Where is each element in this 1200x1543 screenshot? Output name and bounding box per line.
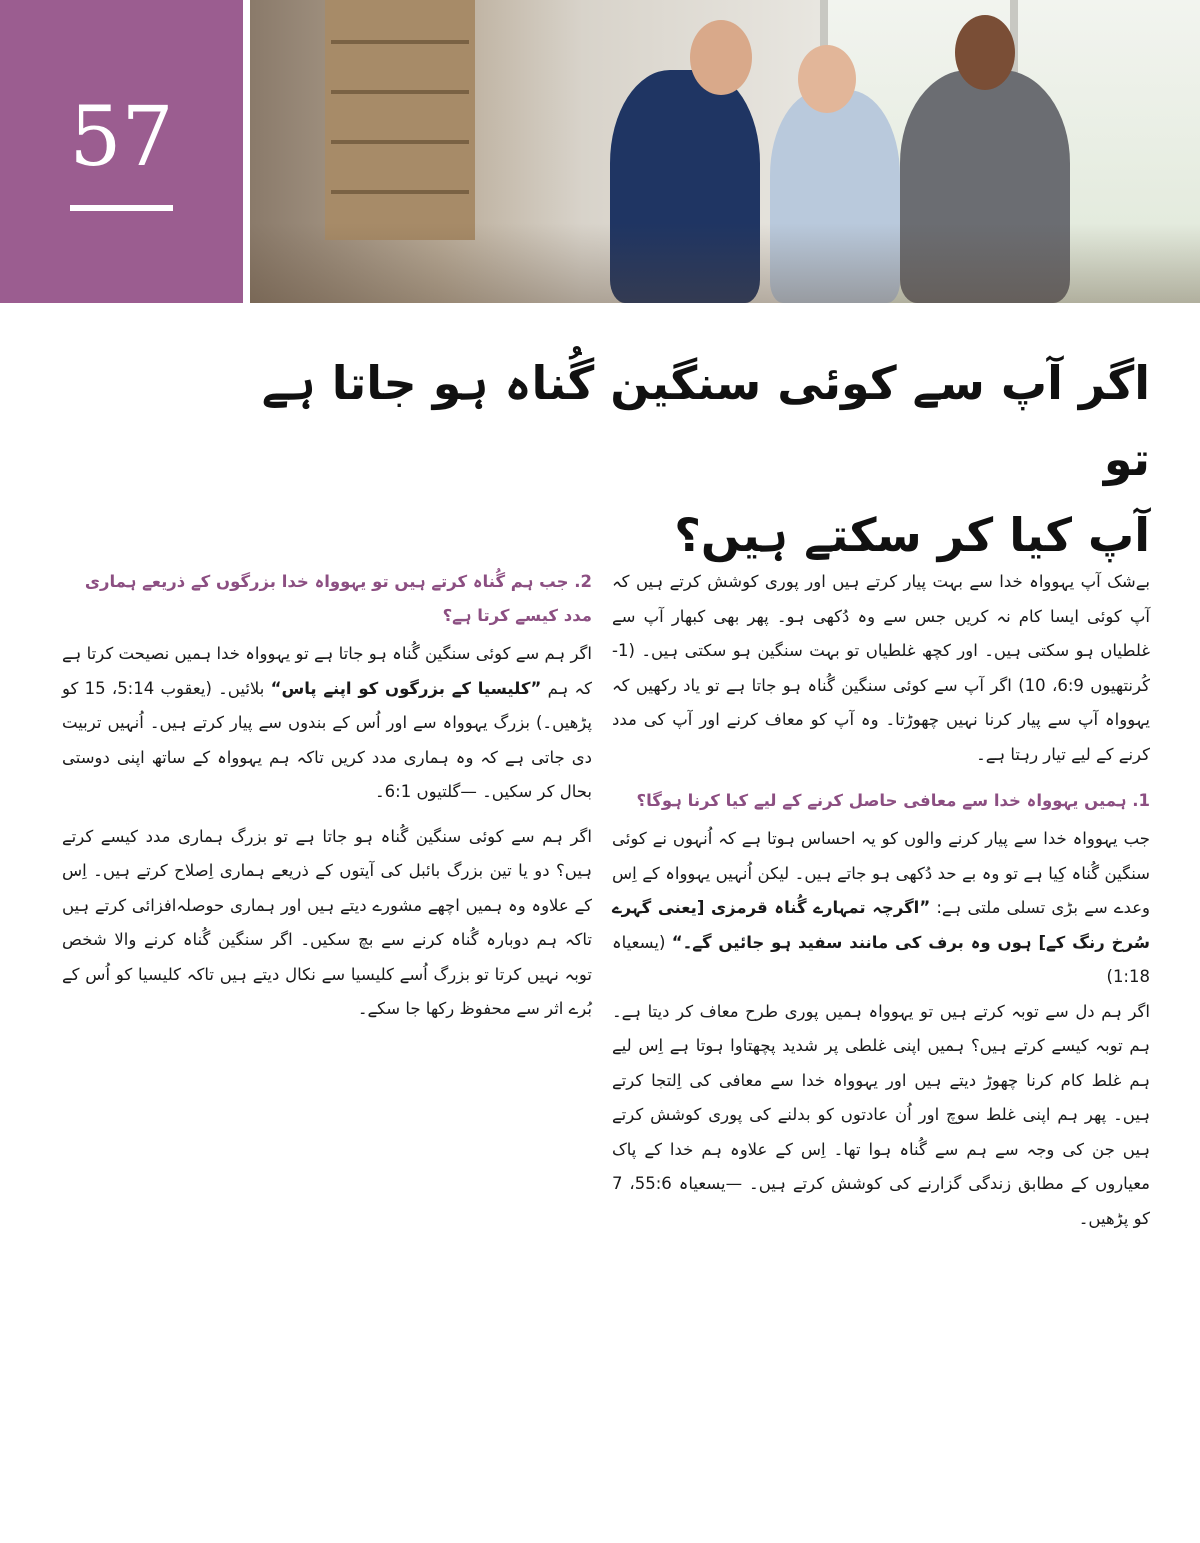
text: جب یہوواہ خدا سے پیار کرنے والوں کو یہ احساس ہوتا ہے کہ اُنہوں نے کوئی سنگین گُناہ کِیا ہے تو وہ بے حد دُکھی ہو جاتے ہیں۔ لیکن اُنہیں یہوواہ کے اِس وعدے سے بڑی تسلی ملتی ہے:	[612, 829, 1151, 917]
scripture-reference: (یسعیاہ 1:18)	[612, 932, 1150, 986]
bold-quote: ”اگرچہ تمہارے گُناہ قرمزی [یعنی گہرے سُرخ رنگ کے] ہوں وہ برف کی مانند سفید ہو جائیں گے۔“	[612, 898, 1150, 952]
header-photo	[250, 0, 1200, 303]
lesson-number-block	[0, 0, 243, 303]
page-title	[250, 345, 1150, 573]
bookshelf	[325, 0, 475, 240]
section-2-paragraph-2: اگر ہم سے کوئی سنگین گُناہ ہو جاتا ہے تو بزرگ ہماری مدد کیسے کرتے ہیں؟ دو یا تین بزرگ بائبل کی آیتوں کے ذریعے ہماری اِصلاح کرتے ہیں۔ اِس کے علاوہ وہ ہمیں اچھے مشورے دیتے ہیں اور ہماری حوصلہ‌افزائی کرتے ہیں تاکہ ہم دوبارہ گُناہ کرنے سے بچ سکیں۔ اگر سنگین گُناہ کرنے والا شخص توبہ نہیں کرتا تو بزرگ اُسے کلیسیا سے نکال دیتے ہیں تاکہ کلیسیا کو اُس کے بُرے اثر سے محفوظ رکھا جا سکے۔	[62, 826, 592, 1018]
left-column	[62, 565, 592, 1037]
intro-paragraph: بے‌شک آپ یہوواہ خدا سے بہت پیار کرتے ہیں اور پوری کوشش کرتے ہیں کہ آپ کوئی ایسا کام نہ کریں جس سے وہ دُکھی ہو۔ پھر بھی کبھار آپ سے غلطیاں ہو سکتی ہیں۔ اور کچھ غلطیاں تو بہت سنگین ہو سکتی ہیں۔ (1-کُرنتھیوں 6:9، 10) اگر آپ سے کوئی سنگین گُناہ ہو جاتا ہے تو یاد رکھیں کہ یہوواہ آپ سے پیار کرنا نہیں چھوڑتا۔ وہ آپ کو معاف کرنے اور آپ کی مدد کرنے کے لیے تیار رہتا ہے۔	[612, 572, 1150, 764]
text: بلائیں۔ (یعقوب 5:14، 15 کو پڑھیں۔) بزرگ یہوواہ سے اور اُس کے بندوں سے پیار کرتے ہیں۔ اُنہیں تربیت دی جاتی ہے کہ وہ ہماری مدد کریں تاکہ ہم یہوواہ کے ساتھ اپنی دوستی بحال کر سکیں۔ —گلتیوں 6:1۔	[62, 678, 592, 801]
section-1-paragraph-2: اگر ہم دل سے توبہ کرتے ہیں تو یہوواہ ہمیں پوری طرح معاف کر دیتا ہے۔ ہم توبہ کیسے کرتے ہیں؟ ہمیں اپنی غلطی پر شدید پچھتاوا ہوتا ہے اِس لیے ہم غلط کام کرنا چھوڑ دیتے ہیں اور یہوواہ خدا سے معافی کی اِلتجا کرتے ہیں۔ پھر ہم اپنی غلط سوچ اور اُن عادتوں کو بدلنے کی پوری کوشش کرتے ہیں جن کی وجہ سے ہم سے گُناہ ہوا تھا۔ اِس کے علاوہ ہم خدا کے پاک معیاروں کے مطابق زندگی گزارنے کی کوشش کرتے ہیں۔ —یسعیاہ 55:6، 7 کو پڑھیں۔	[612, 1001, 1150, 1228]
question-2-heading: 2. جب ہم گُناہ کرتے ہیں تو یہوواہ خدا بزرگوں کے ذریعے ہماری مدد کیسے کرتا ہے؟	[84, 572, 592, 625]
section-2-paragraph-1	[62, 637, 592, 810]
section-1-paragraph-1	[612, 822, 1150, 995]
lesson-number-underline	[70, 205, 173, 211]
right-column	[612, 565, 1150, 1246]
title-line-2: آپ کیا کر سکتے ہیں؟	[674, 508, 1150, 562]
bold-quote: ”کلیسیا کے بزرگوں کو اپنے پاس“	[270, 678, 542, 698]
question-1-heading: 1. ہمیں یہوواہ خدا سے معافی حاصل کرنے کے لیے کیا کرنا ہوگا؟	[636, 791, 1150, 810]
title-line-1: اگر آپ سے کوئی سنگین گُناہ ہو جاتا ہے تو	[261, 356, 1150, 486]
text: اگر ہم سے کوئی سنگین گُناہ ہو جاتا ہے تو یہوواہ خدا ہمیں نصیحت کرتا ہے کہ ہم	[62, 644, 593, 698]
lesson-number: 57	[69, 90, 174, 185]
